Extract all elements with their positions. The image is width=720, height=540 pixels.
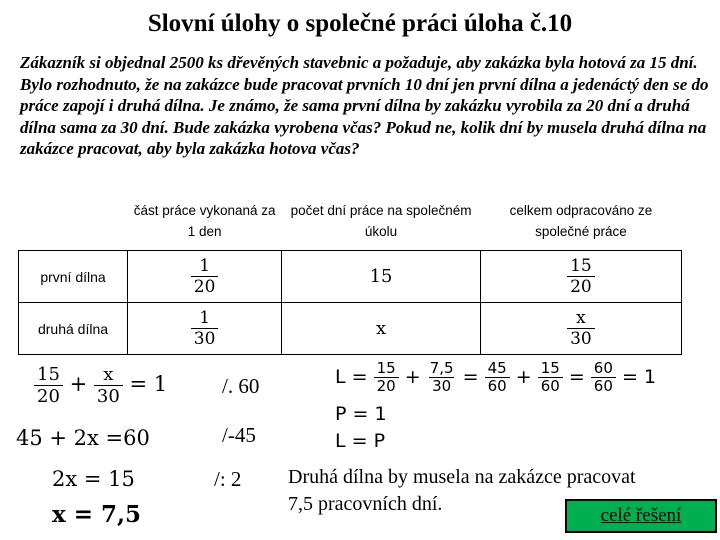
frac-den: 60: [538, 377, 563, 395]
frac-den: 30: [429, 377, 454, 395]
equation-1: [34, 364, 167, 407]
frac-den: 30: [191, 328, 219, 349]
table-row: [19, 251, 682, 303]
header-part-per-day: část práce vykonaná za 1 den: [133, 203, 276, 239]
days-value: x: [375, 318, 387, 339]
row-label-first-workshop: první dílna: [19, 251, 128, 303]
frac-num: x: [103, 364, 114, 385]
full-solution-button[interactable]: [565, 499, 717, 533]
equation-3: 2x = 15: [52, 467, 135, 491]
frac-num: 15: [570, 256, 592, 276]
frac-num: 15: [376, 359, 396, 377]
frac-num: 15: [540, 359, 560, 377]
row-label-second-workshop: druhá dílna: [19, 303, 128, 355]
answer-text: Druhá dílna by musela na zakázce pracovat 7,5 pracovních dní.: [288, 466, 636, 515]
frac-num: 1: [199, 256, 211, 276]
cell-part-second: [128, 303, 282, 355]
frac-den: 20: [34, 385, 63, 407]
frac-den: 20: [567, 276, 595, 297]
equation-4-result: x = 7,5: [52, 501, 142, 528]
operation-2: /-45: [222, 423, 256, 447]
header-total: celkem odpracováno ze společné práce: [509, 203, 653, 239]
header-days: počet dní práce na společném úkolu: [290, 203, 472, 239]
frac-den: 60: [591, 377, 616, 395]
equals-one: = 1: [621, 366, 656, 388]
page-title: Slovní úlohy o společné práci úloha č.10: [147, 10, 573, 37]
problem-text: Zákazník si objednal 2500 ks dřevěných stavebnic a požaduje, aby zakázka byla hotová za 15 dní. Bylo rozhodnuto, že na zakázce bude pracovat prvních 10 dní jen první dílna a jedenáctý den se do práce zapojí i druhá dílna. Je známo, že sama první dílna by zakázku vyrobila za 20 dní a druhá dílna sama za 30 dní. Bude zakázka vyrobena včas? Pokud ne, kolik dní by musela druhá dílna na zakázce pracovat, aby byla zakázka hotova včas?: [20, 53, 709, 158]
equals-sign: =: [462, 366, 479, 388]
equals-sign: =: [568, 366, 585, 388]
check-line-2: P = 1: [335, 403, 387, 425]
days-value: 15: [369, 266, 393, 287]
frac-den: 60: [485, 377, 510, 395]
cell-days-first: [282, 251, 481, 303]
header-empty: [19, 196, 128, 251]
frac-den: 30: [94, 385, 123, 407]
table-row: [19, 303, 682, 355]
cell-part-first: [128, 251, 282, 303]
frac-num: 7,5: [429, 359, 454, 377]
work-table: [18, 196, 682, 350]
frac-num: 15: [37, 364, 60, 385]
frac-den: 20: [191, 276, 219, 297]
cell-total-first: [480, 251, 681, 303]
plus-sign: +: [69, 372, 88, 396]
frac-den: 30: [567, 328, 595, 349]
frac-num: 1: [199, 308, 211, 328]
frac-den: 20: [374, 377, 399, 395]
cell-days-second: [282, 303, 481, 355]
check-line-1: [335, 360, 656, 395]
plus-sign: +: [404, 366, 421, 388]
plus-sign: +: [515, 366, 532, 388]
operation-1: /. 60: [222, 374, 260, 398]
frac-num: 60: [593, 359, 613, 377]
operation-3: /: 2: [214, 467, 242, 491]
full-solution-button-label: celé řešení: [600, 505, 682, 526]
equals-one: = 1: [129, 372, 168, 396]
equation-2: 45 + 2x =60: [16, 426, 150, 450]
frac-num: x: [576, 308, 586, 328]
lhs-label: L =: [335, 366, 368, 388]
cell-total-second: [480, 303, 681, 355]
check-line-3: L = P: [335, 430, 386, 452]
frac-num: 45: [487, 359, 507, 377]
